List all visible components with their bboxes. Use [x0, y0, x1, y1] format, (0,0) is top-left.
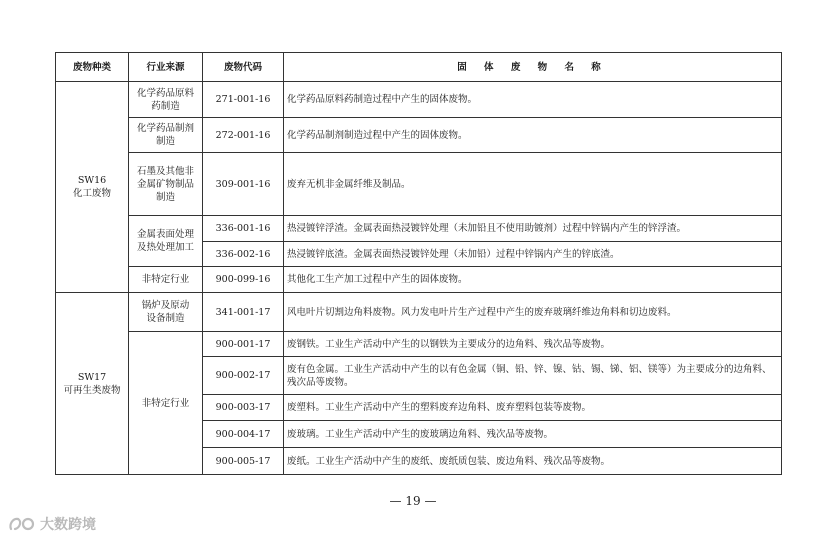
- code-cell: 900-099-16: [203, 267, 284, 293]
- code-cell: 309-001-16: [203, 153, 284, 216]
- description-cell: 废有色金属。工业生产活动中产生的以有色金属（铜、铅、锌、镍、钴、锡、锑、铝、镁等）为主要成分的边角料、残次品等废物。: [284, 357, 782, 395]
- code-cell: 336-001-16: [203, 216, 284, 242]
- table-row: [56, 82, 782, 118]
- table-row: [56, 118, 782, 153]
- header-name: 固 体 废 物 名 称: [284, 53, 782, 82]
- code-cell: 336-002-16: [203, 242, 284, 267]
- table-row: [56, 293, 782, 332]
- table-row: [56, 153, 782, 216]
- code-cell: 271-001-16: [203, 82, 284, 118]
- category-cell: SW16 化工废物: [56, 82, 129, 293]
- watermark-text: 大数跨境: [40, 517, 96, 533]
- table-row: [56, 332, 782, 357]
- description-cell: 废弃无机非金属纤维及制品。: [284, 153, 782, 216]
- description-cell: 风电叶片切割边角料废物。风力发电叶片生产过程中产生的废弃玻璃纤维边角料和切边废料。: [284, 293, 782, 332]
- description-cell: 废纸。工业生产活动中产生的废纸、废纸质包装、废边角料、残次品等废物。: [284, 448, 782, 475]
- code-cell: 900-003-17: [203, 395, 284, 421]
- source-cell: 化学药品原料 药制造: [129, 82, 203, 118]
- code-cell: 900-001-17: [203, 332, 284, 357]
- description-cell: 废钢铁。工业生产活动中产生的以钢铁为主要成分的边角料、残次品等废物。: [284, 332, 782, 357]
- description-cell: 化学药品原料药制造过程中产生的固体废物。: [284, 82, 782, 118]
- code-cell: 272-001-16: [203, 118, 284, 153]
- source-cell: 锅炉及原动 设备制造: [129, 293, 203, 332]
- brand-logo-icon: [8, 515, 36, 533]
- code-cell: 900-005-17: [203, 448, 284, 475]
- table-header-row: [56, 53, 782, 82]
- header-code: 废物代码: [203, 53, 284, 82]
- description-cell: 热浸镀锌底渣。金属表面热浸镀锌处理（未加铅）过程中锌锅内产生的锌底渣。: [284, 242, 782, 267]
- page-number: — 19 —: [389, 494, 437, 508]
- description-cell: 废塑料。工业生产活动中产生的塑料废弃边角料、废弃塑料包装等废物。: [284, 395, 782, 421]
- source-cell: 石墨及其他非 金属矿物制品 制造: [129, 153, 203, 216]
- table-row: [56, 216, 782, 242]
- waste-table: [55, 52, 782, 475]
- source-cell: 金属表面处理 及热处理加工: [129, 216, 203, 267]
- description-cell: 热浸镀锌浮渣。金属表面热浸镀锌处理（未加铅且不使用助镀剂）过程中锌锅内产生的锌浮渣。: [284, 216, 782, 242]
- category-cell: SW17 可再生类废物: [56, 293, 129, 475]
- source-cell: 非特定行业: [129, 332, 203, 475]
- description-cell: 化学药品制剂制造过程中产生的固体废物。: [284, 118, 782, 153]
- header-source: 行业来源: [129, 53, 203, 82]
- code-cell: 900-002-17: [203, 357, 284, 395]
- code-cell: 341-001-17: [203, 293, 284, 332]
- header-category: 废物种类: [56, 53, 129, 82]
- table-row: [56, 267, 782, 293]
- watermark: [8, 514, 96, 534]
- code-cell: 900-004-17: [203, 421, 284, 448]
- description-cell: 其他化工生产加工过程中产生的固体废物。: [284, 267, 782, 293]
- source-cell: 非特定行业: [129, 267, 203, 293]
- source-cell: 化学药品制剂 制造: [129, 118, 203, 153]
- description-cell: 废玻璃。工业生产活动中产生的废玻璃边角料、残次品等废物。: [284, 421, 782, 448]
